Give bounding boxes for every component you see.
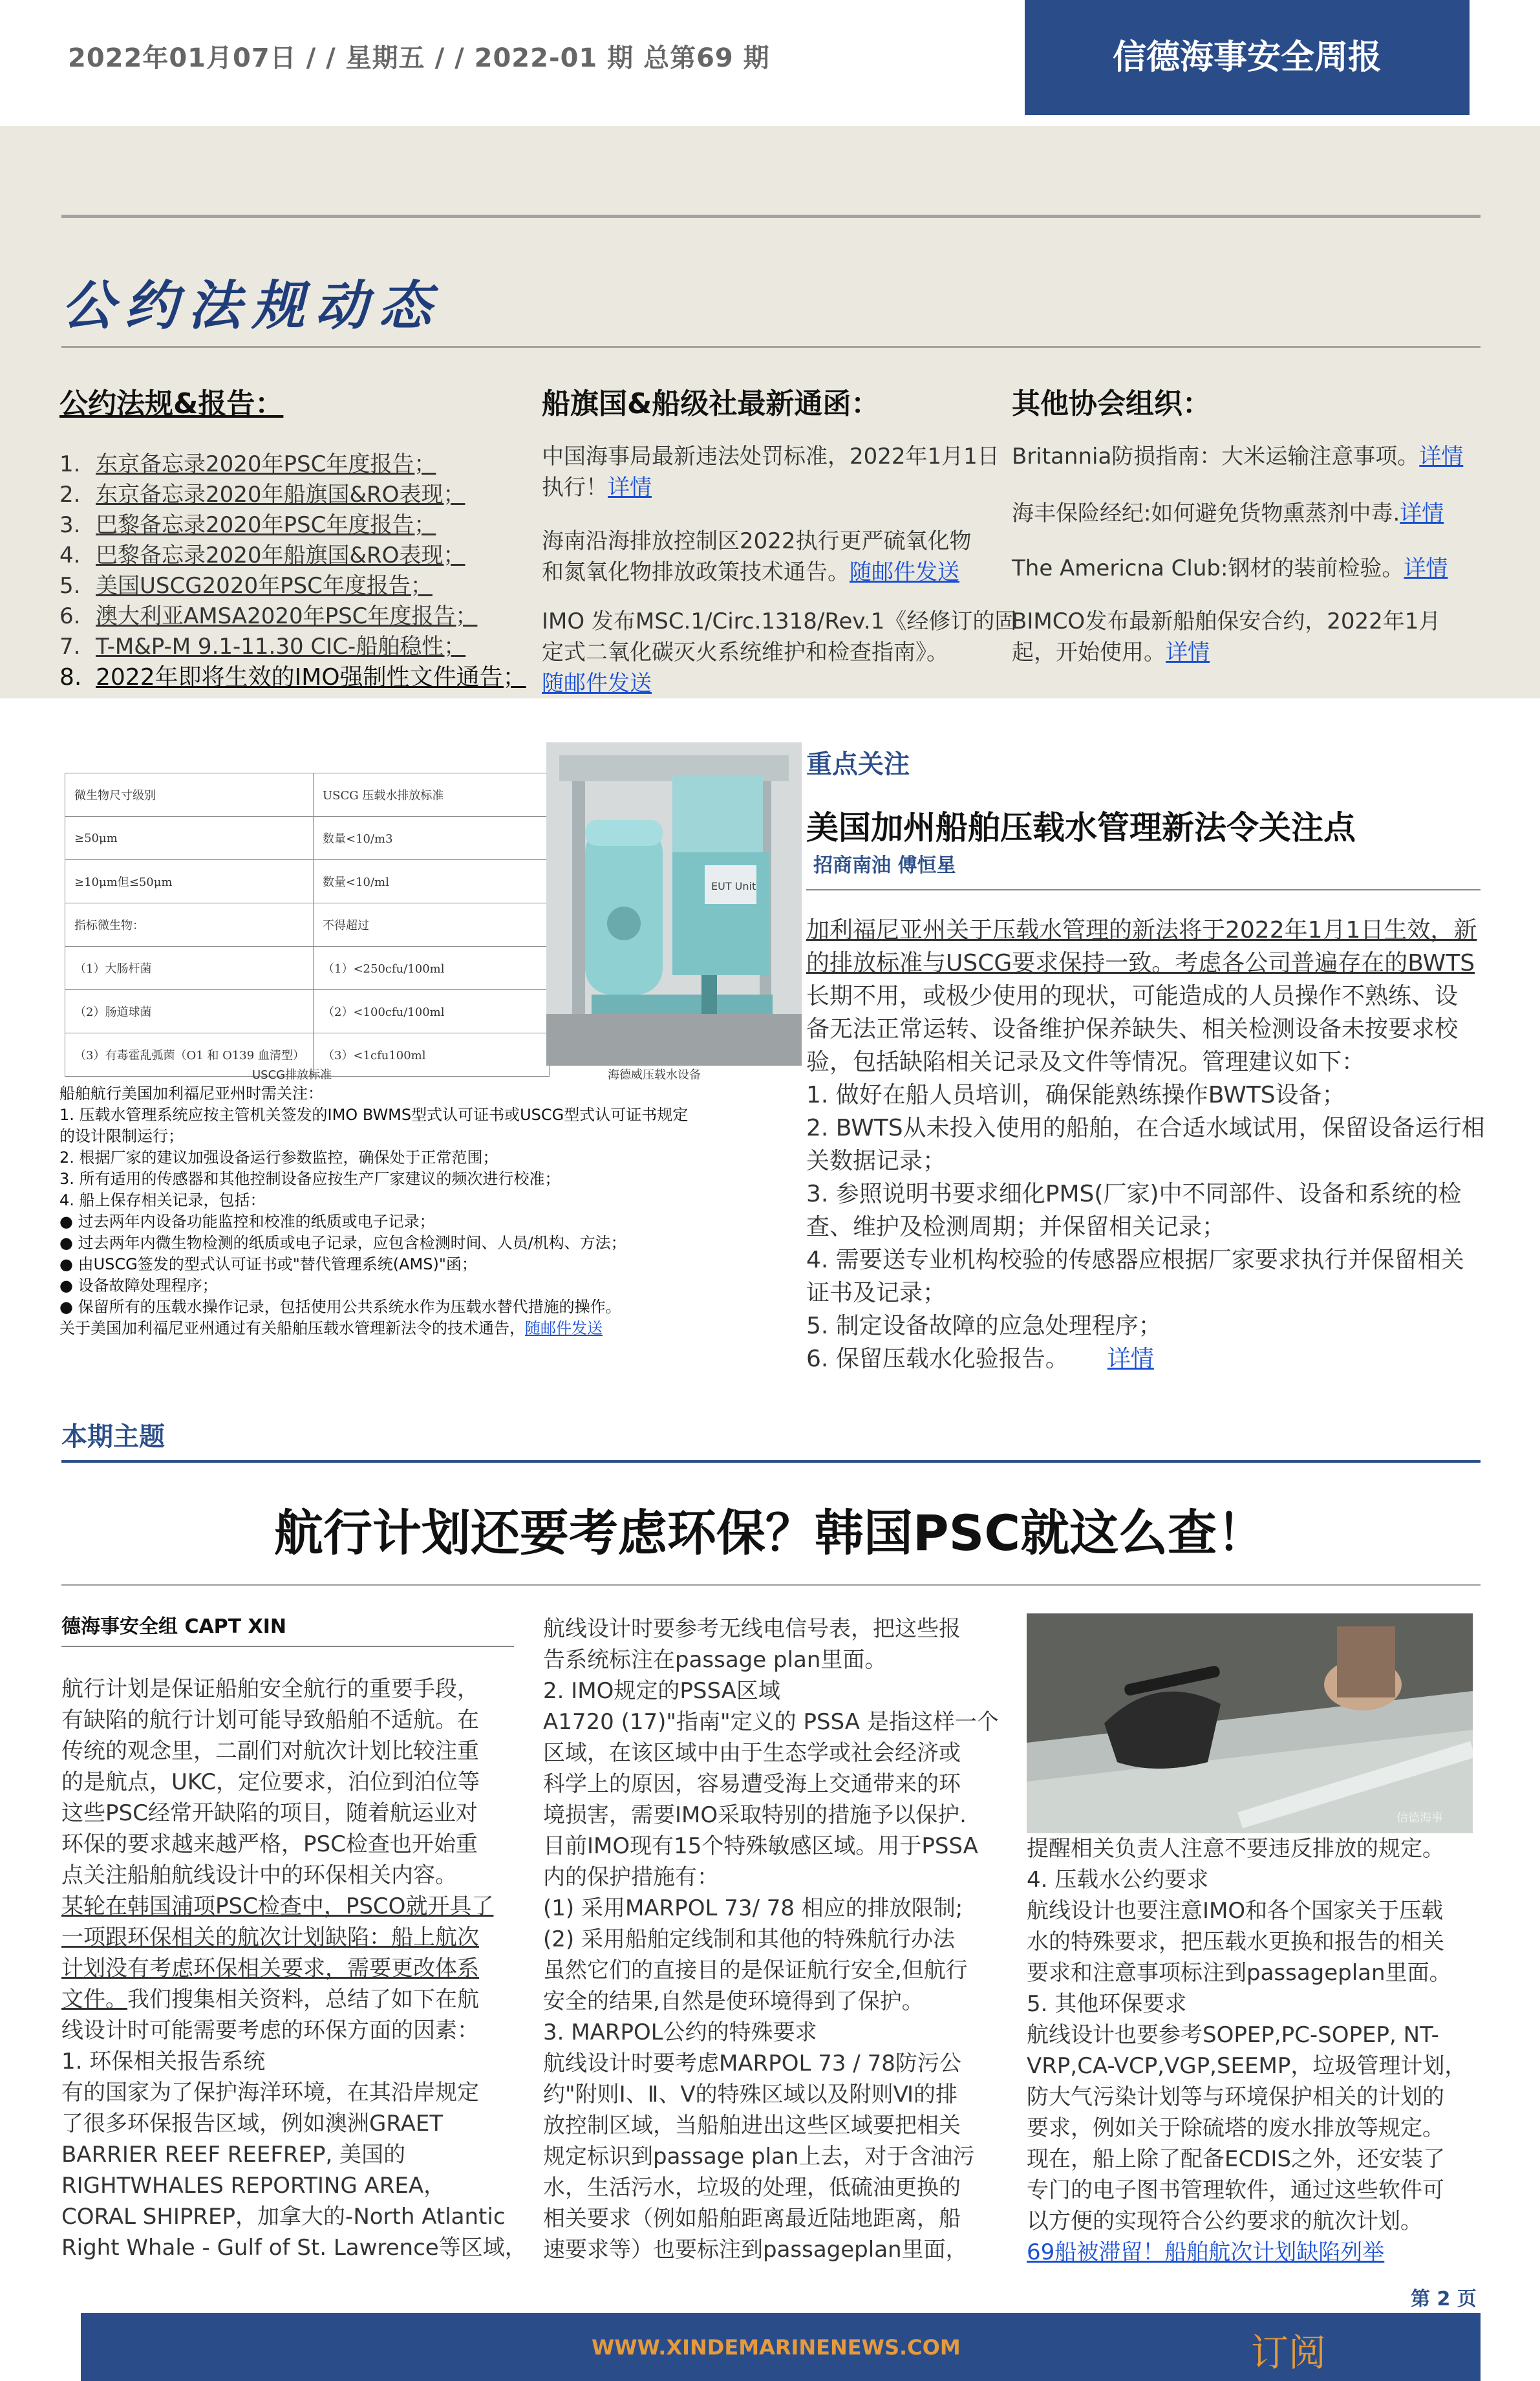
col-heading-regulations: 公约法规&报告： [59, 387, 284, 420]
list-item[interactable]: 8. 2022年即将生效的IMO强制性文件通告； [59, 664, 526, 691]
section-title: 公约法规动态 [61, 275, 442, 337]
assoc-haifeng: 海丰保险经纪:如何避免货物熏蒸剂中毒.详情 [1012, 501, 1444, 526]
theme-label: 本期主题 [61, 1422, 165, 1452]
photo-caption: 海德威压载水设备 [608, 1068, 701, 1082]
table-row: （3）有毒霍乱弧菌（O1 和 O139 血清型） （3）<1cfu100ml [65, 1033, 550, 1077]
table-caption: USCG排放标准 [252, 1068, 332, 1082]
focus-label: 重点关注 [806, 749, 910, 779]
list-item[interactable]: 5. 美国USCG2020年PSC年度报告； [59, 573, 433, 599]
equipment-illustration [546, 742, 802, 1066]
masthead-title: 信德海事安全周报 [1025, 0, 1470, 115]
attachment-link[interactable]: 随邮件发送 [850, 559, 959, 585]
article-divider [61, 1584, 1481, 1586]
table-row: ≥50μm 数量<10/m3 [65, 817, 550, 860]
chart-plotting-photo [1027, 1613, 1473, 1833]
feature-column-1: 航行计划是保证船舶安全航行的重要手段， 有缺陷的航行计划可能导致船舶不适航。在 传统的观念里，二副们对航次计划比较注重 的是航点，UKC，定位要求，泊位到泊位等 这些PSC经常开缺陷的项目，随着航运业对 环保的要求越来越严格，PSC检查也开始重 点关注船舶航线设计中的环保相关内容。 某轮在韩国浦项PSC检查中，PSCO就开具了 一项跟环保相关的航次计划缺陷：船上航次 计划没有考虑环保相关要求，需要更改体系 文件。我们搜集相关资料，总结了如下在航 线设计时可能需要考虑的环保方面的因素： 1. 环保相关报告系统 有的国家为了保护海洋环境，在其沿岸规定 了很多环保报告区域，例如澳洲GRAET BARRIER REEF REEFREP, 美国的 RIGHTWHALES REPORTING AREA， CORAL SHIPREP，加拿大的-North Atlantic Right Whale - Gulf of St. Lawrence等区域， [61, 1676, 527, 2261]
feature-column-2: 航线设计时要参考无线电信号表，把这些报 告系统标注在passage plan里面。 2. IMO规定的PSSA区域 A1720 (17)"指南"定义的 PSSA 是指这样一个 区域，在该区域中由于生态学或社会经济或 科学上的原因，容易遭受海上交通带来的环 境损害，需要IMO采取特别的措施予以保护. 目前IMO现有15个特殊敏感区域。用于PSSA 内的保护措施有： (1) 采用MARPOL 73/ 78 相应的排放限制; (2) 采用船舶定线制和其他的特殊航行办法 虽然它们的直接目的是保证航行安全,但航行 安全的结果,自然是使环境得到了保护。 3. MARPOL公约的特殊要求 航线设计时要考虑MARPOL 73 / 78防污公 约"附则Ⅰ、Ⅱ、Ⅴ的特殊区域以及附则Ⅵ的排 放控制区域，当船舶进出这些区域要把相关 规定标识到passage plan上去，对于含油污 水，生活污水，垃圾的处理，低硫油更换的 相关要求（例如船舶距离最近陆地距离，船 速要求等）也要标注到passageplan里面， [543, 1616, 999, 2263]
uscg-discharge-standard-table [65, 773, 550, 1077]
assoc-bimco: BIMCO发布最新船舶保安合约，2022年1月 起，开始使用。详情 [1012, 609, 1441, 665]
detail-link[interactable]: 详情 [1107, 1346, 1154, 1372]
feature-column-3: 提醒相关负责人注意不要违反排放的规定。 4. 压载水公约要求 航线设计也要注意IMO和各个国家关于压载 水的特殊要求，把压载水更换和报告的相关 要求和注意事项标注到passageplan里面。 5. 其他环保要求 航线设计也要参考SOPEP,PC-SOPEP, NT- VRP,CA-VCP,VGP,SEEMP，垃圾管理计划， 防大气污染计划等与环境保护相关的计划的 要求，例如关于除硫塔的废水排放等规定。 现在，船上除了配备ECDIS之外，还安装了 专门的电子图书管理软件，通过这些软件可 以方便的实现符合公约要求的航次计划。 69船被滞留！船舶航次计划缺陷列举 [1027, 1836, 1467, 2265]
notice-imo-msc: IMO 发布MSC.1/Circ.1318/Rev.1《经修订的固 定式二氧化碳灭火系统维护和检查指南》。 随邮件发送 [542, 609, 1017, 696]
byline-divider [61, 1646, 514, 1647]
page-number: 第 2 页 [1411, 2288, 1477, 2311]
attachment-link[interactable]: 随邮件发送 [542, 671, 652, 696]
eut-unit-label: EUT Unit [711, 880, 756, 892]
section-title-rule [61, 346, 1481, 348]
detail-link[interactable]: 详情 [1400, 501, 1444, 526]
table-row: ≥10μm但≤50μm 数量<10/ml [65, 860, 550, 903]
notice-cn-msa: 中国海事局最新违法处罚标准，2022年1月1日 执行！详情 [542, 444, 1000, 501]
list-item[interactable]: 7. T-M&P-M 9.1-11.30 CIC-船舶稳性； [59, 634, 466, 660]
issue-date-line: 2022年01月07日 / / 星期五 / / 2022-01 期 总第69 期 [68, 43, 770, 73]
focus-article-body: 加利福尼亚州关于压载水管理的新法将于2022年1月1日生效，新 的排放标准与USCG要求保持一致。考虑各公司普遍存在的BWTS 长期不用，或极少使用的现状，可能造成的人员操作不熟练、设 备无法正常运转、设备维护保养缺失、相关检测设备未按要求校 验，包括缺陷相关记录及文件等情况。管理建议如下： 1. 做好在船人员培训，确保能熟练操作BWTS设备； 2. BWTS从未投入使用的船舶，在合适水域试用，保留设备运行相 关数据记录； 3. 参照说明书要求细化PMS(厂家)中不同部件、设备和系统的检 查、维护及检测周期；并保留相关记录； 4. 需要送专业机构校验的传感器应根据厂家要求执行并保留相关 证书及记录； 5. 制定设备故障的应急处理程序； 6. 保留压载水化验报告。 详情 [806, 917, 1485, 1372]
focus-article-author: 招商南油 傅恒星 [813, 854, 956, 877]
detail-link[interactable]: 详情 [608, 475, 652, 501]
table-row: 指标微生物： 不得超过 [65, 903, 550, 947]
section-divider [61, 215, 1481, 218]
table-row: （2）肠道球菌 （2）<100cfu/100ml [65, 990, 550, 1033]
header-bar [0, 0, 1540, 126]
footer-bar [81, 2313, 1481, 2381]
detail-link[interactable]: 详情 [1419, 444, 1464, 469]
list-item[interactable]: 3. 巴黎备忘录2020年PSC年度报告； [59, 512, 436, 538]
feature-byline: 德海事安全组 CAPT XIN [61, 1615, 286, 1638]
photo-watermark: 信德海事 [1396, 1811, 1443, 1825]
list-item[interactable]: 4. 巴黎备忘录2020年船旗国&RO表现； [59, 543, 465, 568]
focus-divider [806, 889, 1481, 890]
attachment-link[interactable]: 随邮件发送 [525, 1319, 603, 1337]
list-item[interactable]: 2. 东京备忘录2020年船旗国&RO表现； [59, 482, 465, 508]
col-heading-flag-class: 船旗国&船级社最新通函： [542, 387, 880, 420]
subscribe-button[interactable]: 订阅 [1251, 2331, 1327, 2375]
california-requirements-notes: 船舶航行美国加利福尼亚州时需关注： 1. 压载水管理系统应按主管机关签发的IMO BWMS型式认可证书或USCG型式认可证书规定 的设计限制运行； 2. 根据厂家的建议加强设备运行参数监控，确保处于正常范围； 3. 所有适用的传感器和其他控制设备应按生产厂家建议的频次进行校准； 4. 船上保存相关记录，包括： ● 过去两年内设备功能监控和校准的纸质或电子记录； ● 过去两年内微生物检测的纸质或电子记录，应包含检测时间、人员/机构、方法； ● 由USCG签发的型式认可证书或"替代管理系统(AMS)"函； ● 设备故障处理程序； ● 保留所有的压载水操作记录，包括使用公共系统水作为压载水替代措施的操作。 关于美国加利福尼亚州通过有关船舶压载水管理新法令的技术通告，随邮件发送 [59, 1084, 689, 1337]
detail-link[interactable]: 详情 [1404, 555, 1448, 581]
assoc-american-club: The Americna Club:钢材的装前检验。详情 [1012, 555, 1448, 581]
related-article-link[interactable]: 69船被滞留！船舶航次计划缺陷列举 [1027, 2239, 1385, 2265]
list-item[interactable]: 1. 东京备忘录2020年PSC年度报告； [59, 451, 436, 477]
theme-divider [61, 1460, 1481, 1463]
table-row: 微生物尺寸级别 USCG 压载水排放标准 [65, 773, 550, 817]
website-link[interactable]: WWW.XINDEMARINENEWS.COM [592, 2335, 961, 2360]
sextant-on-chart-illustration [1027, 1613, 1473, 1833]
regulations-list [59, 449, 538, 693]
assoc-britannia: Britannia防损指南：大米运输注意事项。详情 [1012, 444, 1464, 469]
ballast-water-equipment-photo [546, 742, 802, 1066]
list-item[interactable]: 6. 澳大利亚AMSA2020年PSC年度报告； [59, 603, 478, 629]
detail-link[interactable]: 详情 [1166, 640, 1210, 665]
col-heading-associations: 其他协会组织： [1012, 387, 1211, 420]
table-row: （1）大肠杆菌 （1）<250cfu/100ml [65, 947, 550, 990]
feature-headline: 航行计划还要考虑环保？韩国PSC就这么查！ [273, 1504, 1267, 1562]
focus-article-title: 美国加州船舶压载水管理新法令关注点 [806, 809, 1356, 846]
notice-hainan-eca: 海南沿海排放控制区2022执行更严硫氧化物 和氮氧化物排放政策技术通告。随邮件发送 [542, 528, 972, 585]
